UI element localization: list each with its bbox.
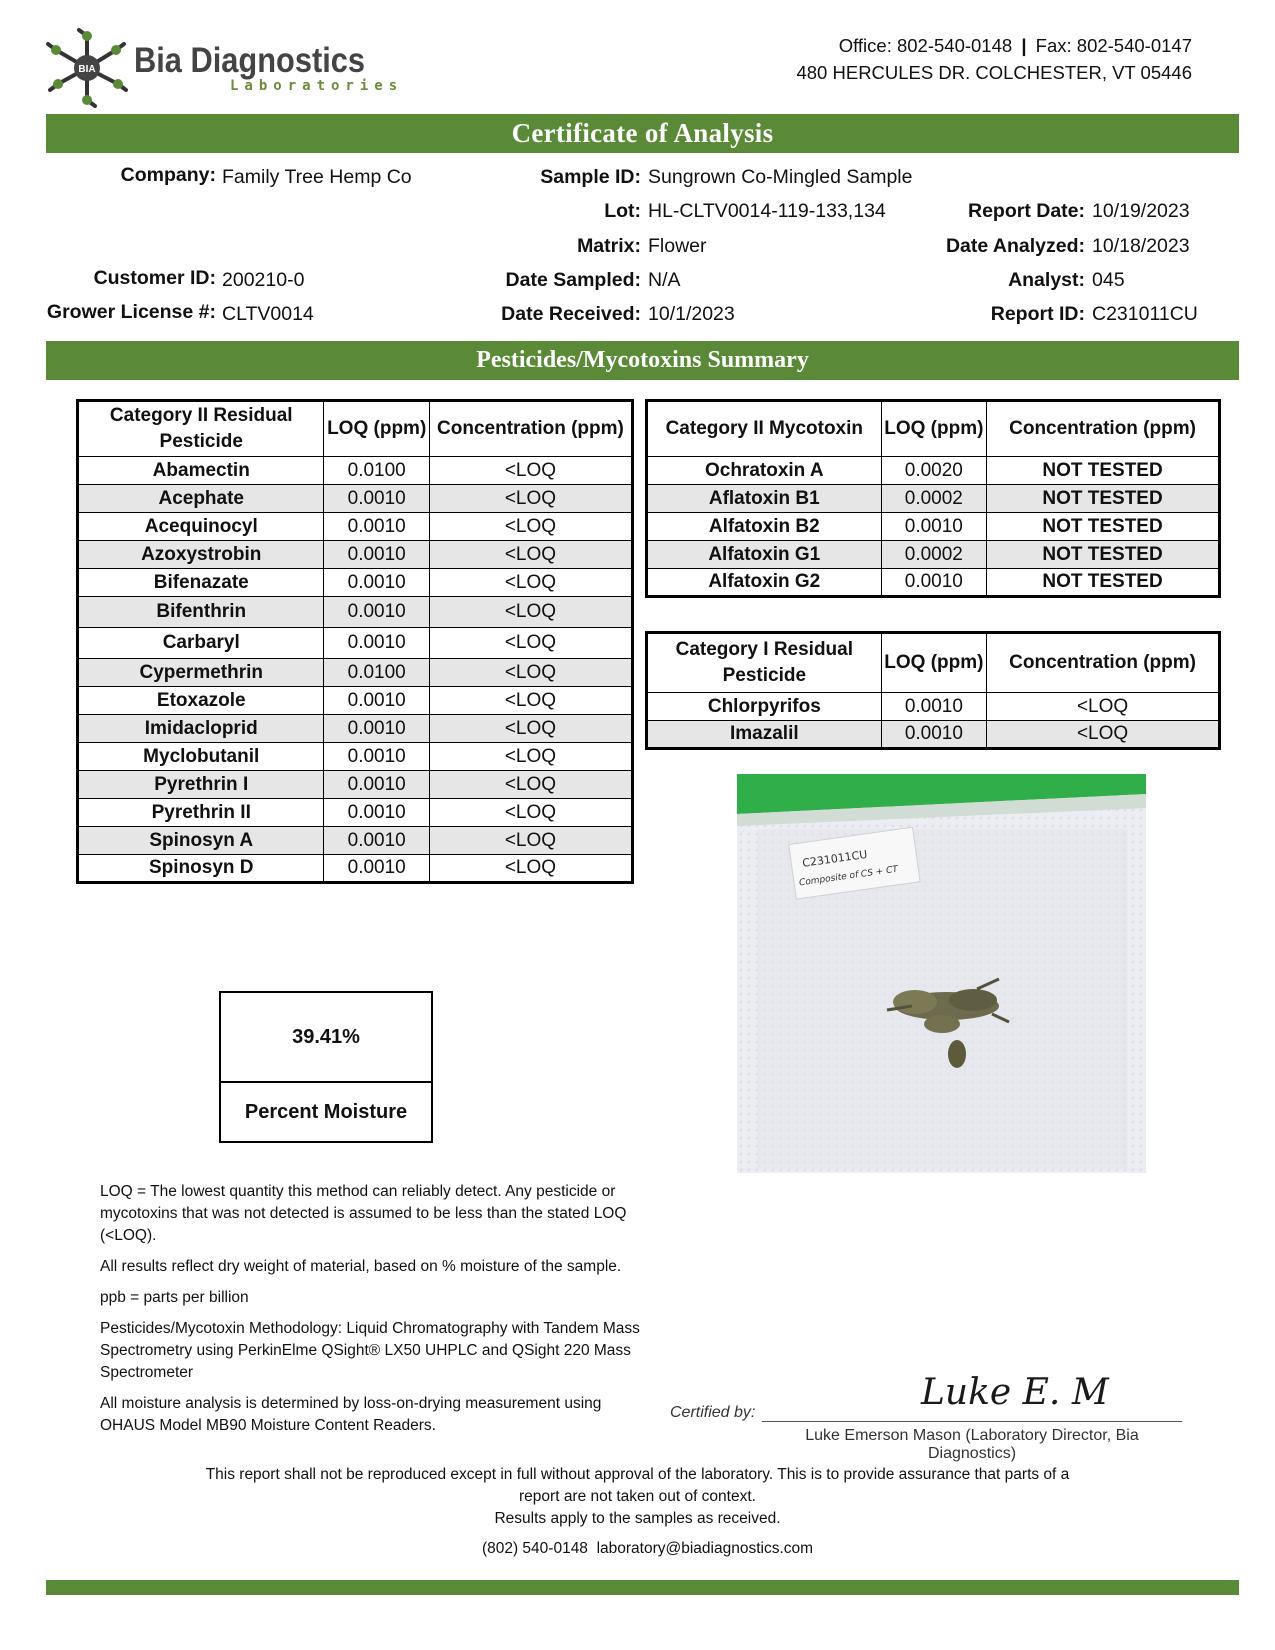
table-row [78, 659, 633, 687]
customer-id-label: Customer ID: [93, 267, 216, 289]
analyst-value: 045 [1092, 269, 1125, 291]
table-header: Concentration (ppm) [987, 401, 1220, 457]
date-received-value: 10/1/2023 [648, 303, 735, 325]
sample-info [0, 0, 1275, 340]
signature-text: Luke E. M [921, 1372, 1109, 1413]
loq-value: 0.0010 [881, 513, 987, 541]
matrix-value: Flower [648, 235, 707, 257]
table-row [647, 513, 1220, 541]
analyte-name: Alfatoxin B2 [647, 513, 882, 541]
table-row [647, 541, 1220, 569]
company-value: Family Tree Hemp Co [222, 166, 412, 188]
concentration-value: NOT TESTED [987, 541, 1220, 569]
logo-subtitle: Laboratories [230, 78, 404, 94]
concentration-value: <LOQ [429, 855, 632, 883]
loq-value: 0.0010 [324, 485, 429, 513]
loq-value: 0.0100 [324, 659, 429, 687]
analyte-name: Etoxazole [78, 687, 324, 715]
date-analyzed-value: 10/18/2023 [1092, 235, 1190, 257]
analyte-name: Acequinocyl [78, 513, 324, 541]
concentration-value: <LOQ [429, 541, 632, 569]
analyte-name: Acephate [78, 485, 324, 513]
table-row [78, 628, 633, 659]
concentration-value: <LOQ [429, 715, 632, 743]
signature [915, 1366, 1109, 1418]
report-date-label: Report Date: [967, 200, 1085, 222]
concentration-value: <LOQ [987, 693, 1220, 721]
analyte-name: Imazalil [647, 721, 882, 749]
report-id-value: C231011CU [1092, 303, 1198, 325]
table-row [78, 597, 633, 628]
lot-value: HL-CLTV0014-119-133,134 [648, 200, 886, 222]
loq-value: 0.0002 [881, 485, 987, 513]
concentration-value: <LOQ [429, 597, 632, 628]
analyte-name: Chlorpyrifos [647, 693, 882, 721]
analyte-name: Alfatoxin G1 [647, 541, 882, 569]
note-dry-weight: All results reflect dry weight of material, based on % moisture of the sample. [100, 1258, 622, 1275]
certifier-name: Luke Emerson Mason (Laboratory Director, Bia Diagnostics) [805, 1427, 1139, 1462]
table-header: Category I Residual Pesticide [647, 633, 882, 693]
concentration-value: <LOQ [429, 569, 632, 597]
analyst-label: Analyst: [1008, 269, 1085, 291]
matrix-label: Matrix: [577, 235, 641, 257]
analyte-name: Abamectin [78, 457, 324, 485]
concentration-value: <LOQ [429, 457, 632, 485]
footer-phone: (802) 540-0148 [481, 1540, 588, 1557]
table-row [78, 799, 633, 827]
date-received-label: Date Received: [501, 303, 641, 325]
concentration-value: NOT TESTED [987, 513, 1220, 541]
loq-value: 0.0010 [324, 743, 429, 771]
table-row [78, 541, 633, 569]
analyte-name: Alfatoxin G2 [647, 569, 882, 597]
bag-label-note: Composite of CS + CT [798, 864, 899, 889]
date-sampled-value: N/A [648, 269, 681, 291]
certified-by-label: Certified by: [670, 1404, 756, 1421]
moisture-box [219, 991, 433, 1143]
loq-value: 0.0010 [324, 597, 429, 628]
grower-license-label: Grower License #: [46, 301, 216, 323]
certificate-title: Certificate of Analysis [46, 114, 1239, 153]
table-header: Category II Residual Pesticide [78, 401, 324, 457]
disclaimer-line: report are not taken out of context. [519, 1488, 756, 1505]
analyte-name: Aflatoxin B1 [647, 485, 882, 513]
analyte-name: Bifenazate [78, 569, 324, 597]
concentration-value: <LOQ [987, 721, 1220, 749]
date-sampled-label: Date Sampled: [505, 269, 641, 291]
sample-bag-image [737, 774, 1146, 1173]
svg-text:BIA: BIA [78, 64, 96, 75]
analyte-name: Carbaryl [78, 628, 324, 659]
loq-value: 0.0010 [881, 721, 986, 749]
concentration-value: <LOQ [429, 485, 632, 513]
analyte-name: Azoxystrobin [78, 541, 324, 569]
concentration-value: <LOQ [429, 513, 632, 541]
bag-label-id: C231011CU [801, 847, 869, 870]
loq-value: 0.0010 [324, 687, 429, 715]
table-row [78, 513, 633, 541]
loq-value: 0.0002 [881, 541, 987, 569]
loq-value: 0.0020 [881, 457, 987, 485]
logo-name: Bia Diagnostics [134, 41, 366, 80]
contact-separator: | [1021, 35, 1027, 56]
concentration-value: <LOQ [429, 628, 632, 659]
table-header: Category II Mycotoxin [647, 401, 882, 457]
table-row [647, 569, 1220, 597]
summary-title: Pesticides/Mycotoxins Summary [46, 341, 1239, 380]
table-row [78, 687, 633, 715]
table-row [78, 743, 633, 771]
company-label: Company: [120, 164, 216, 186]
disclaimer-line: This report shall not be reproduced except in full without approval of the laboratory. This is to provide assurance that parts of a [205, 1466, 1070, 1483]
moisture-label: Percent Moisture [244, 1100, 408, 1123]
loq-value: 0.0010 [324, 855, 429, 883]
concentration-value: NOT TESTED [987, 485, 1220, 513]
cat1-pesticide-table [645, 631, 1221, 750]
table-row [647, 721, 1220, 749]
analyte-name: Myclobutanil [78, 743, 324, 771]
table-header: LOQ (ppm) [324, 401, 429, 457]
loq-value: 0.0010 [324, 569, 429, 597]
report-date-value: 10/19/2023 [1092, 200, 1190, 222]
analyte-name: Pyrethrin II [78, 799, 324, 827]
analyte-name: Ochratoxin A [647, 457, 882, 485]
analyte-name: Cypermethrin [78, 659, 324, 687]
table-header: LOQ (ppm) [881, 633, 986, 693]
date-analyzed-label: Date Analyzed: [945, 235, 1085, 257]
loq-value: 0.0010 [324, 827, 429, 855]
table-row [647, 693, 1220, 721]
sample-photo [737, 774, 1146, 1173]
note-methodology: Pesticides/Mycotoxin Methodology: Liquid Chromatography with Tandem Mass Spectrometry using PerkinElme QSight® LX50 UHPLC and QSight 220 Mass Spectrometer [100, 1320, 640, 1381]
table-header: Concentration (ppm) [987, 633, 1220, 693]
table-row [78, 855, 633, 883]
report-id-label: Report ID: [990, 303, 1085, 325]
analyte-name: Spinosyn D [78, 855, 324, 883]
concentration-value: <LOQ [429, 771, 632, 799]
note-ppb: ppb = parts per billion [100, 1289, 249, 1306]
concentration-value: <LOQ [429, 743, 632, 771]
analyte-name: Spinosyn A [78, 827, 324, 855]
lab-address: 480 HERCULES DR. COLCHESTER, VT 05446 [796, 62, 1192, 83]
loq-value: 0.0010 [881, 569, 987, 597]
cat2-mycotoxin-table [645, 399, 1221, 598]
table-row [78, 771, 633, 799]
concentration-value: <LOQ [429, 687, 632, 715]
cat2-pesticide-table [76, 399, 634, 884]
note-loq: LOQ = The lowest quantity this method can reliably detect. Any pesticide or mycotoxins that was not detected is assumed to be less than the stated LOQ (<LOQ). [100, 1183, 627, 1244]
customer-id-value: 200210-0 [222, 269, 305, 291]
lot-label: Lot: [604, 200, 641, 222]
table-row [78, 569, 633, 597]
bottom-bar [46, 1580, 1239, 1595]
fax-number: Fax: 802-540-0147 [1035, 35, 1192, 56]
analyte-name: Bifenthrin [78, 597, 324, 628]
disclaimer [150, 1464, 1125, 1530]
table-header: Concentration (ppm) [429, 401, 632, 457]
loq-value: 0.0010 [324, 771, 429, 799]
grower-license-value: CLTV0014 [222, 303, 314, 325]
sample-id-label: Sample ID: [540, 166, 641, 188]
loq-value: 0.0010 [324, 799, 429, 827]
note-moisture: All moisture analysis is determined by loss-on-drying measurement using OHAUS Model MB90 Moisture Content Readers. [100, 1395, 602, 1434]
sample-id-value: Sungrown Co-Mingled Sample [648, 166, 913, 188]
table-row [78, 485, 633, 513]
loq-value: 0.0010 [324, 715, 429, 743]
concentration-value: <LOQ [429, 799, 632, 827]
concentration-value: <LOQ [429, 659, 632, 687]
loq-value: 0.0100 [324, 457, 429, 485]
loq-value: 0.0010 [881, 693, 986, 721]
loq-value: 0.0010 [324, 513, 429, 541]
footer-email[interactable]: laboratory@biadiagnostics.com [596, 1540, 814, 1557]
concentration-value: NOT TESTED [987, 457, 1220, 485]
analyte-name: Imidacloprid [78, 715, 324, 743]
footer-contact [0, 1540, 1275, 1558]
table-row [78, 457, 633, 485]
table-row [647, 457, 1220, 485]
table-row [78, 827, 633, 855]
table-row [78, 715, 633, 743]
loq-value: 0.0010 [324, 541, 429, 569]
analyte-name: Pyrethrin I [78, 771, 324, 799]
table-row [647, 485, 1220, 513]
disclaimer-line: Results apply to the samples as received. [494, 1510, 781, 1527]
moisture-value: 39.41% [221, 993, 431, 1083]
notes [100, 1181, 640, 1446]
concentration-value: <LOQ [429, 827, 632, 855]
office-phone: Office: 802-540-0148 [838, 35, 1013, 56]
table-header: LOQ (ppm) [881, 401, 987, 457]
concentration-value: NOT TESTED [987, 569, 1220, 597]
loq-value: 0.0010 [324, 628, 429, 659]
